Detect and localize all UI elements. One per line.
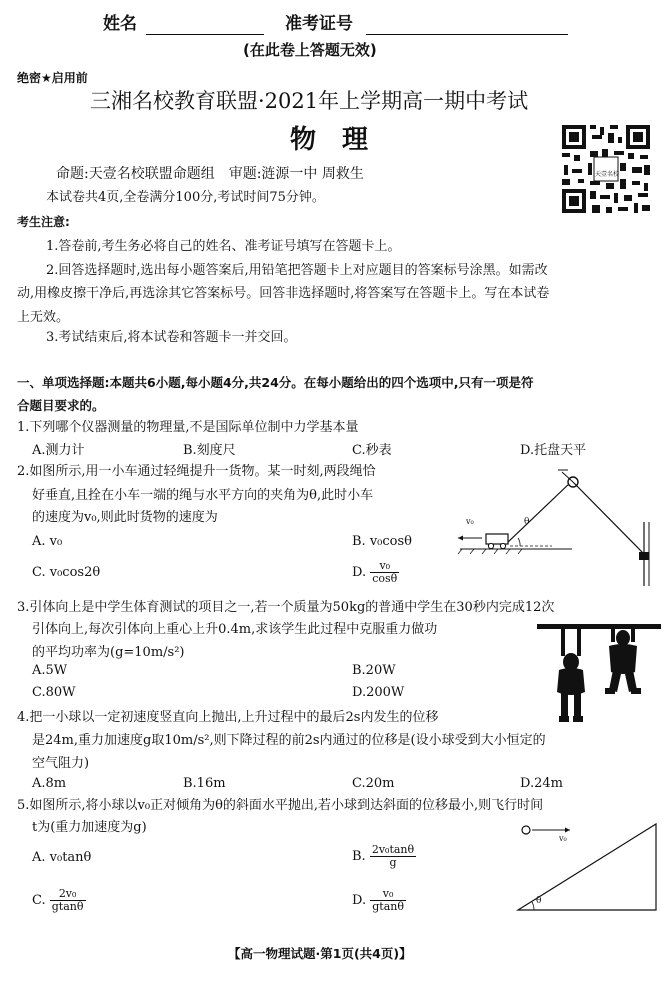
q2-fig-theta-label: θ bbox=[524, 517, 530, 527]
q5-option-c-numerator: 2v₀ bbox=[50, 888, 86, 901]
notice-item-2-line-2: 动,用橡皮擦干净后,再选涂其它答案标号。回答非选择题时,将答案写在答题卡上。写在本试卷 bbox=[17, 286, 550, 301]
q2-option-d-denominator: cosθ bbox=[372, 572, 398, 585]
q5-option-b-denominator: g bbox=[389, 856, 397, 869]
q5-fig-theta-label: θ bbox=[536, 896, 542, 906]
exam-id-label: 准考证号 bbox=[285, 14, 353, 34]
q4-line-2: 是24m,重力加速度g取10m/s²,则下降过程的前2s内通过的位移是(设小球受到大小恒定的 bbox=[32, 733, 546, 748]
q5-option-d-prefix: D. bbox=[352, 893, 367, 908]
q3-option-c: C.80W bbox=[32, 685, 76, 700]
q5-option-c-denominator: gtanθ bbox=[51, 900, 84, 913]
q5-line-2: t为(重力加速度为g) bbox=[32, 820, 147, 835]
qr-code bbox=[560, 123, 652, 215]
q5-option-b-numerator: 2v₀tanθ bbox=[371, 843, 415, 856]
q2-line-2: 好垂直,且拴在小车一端的绳与水平方向的夹角为θ,此时小车 bbox=[32, 488, 374, 503]
q3-option-d: D.200W bbox=[352, 685, 405, 700]
q5-option-b-prefix: B. bbox=[352, 849, 366, 864]
notice-item-2-line-1: 2.回答选择题时,选出每小题答案后,用铅笔把答题卡上对应题目的答案标号涂黑。如需改 bbox=[46, 263, 548, 278]
q2-option-a: A. v₀ bbox=[32, 534, 63, 549]
q4-line-1: 4.把一小球以一定初速度竖直向上抛出,上升过程中的最后2s内发生的位移 bbox=[17, 710, 439, 725]
q5-option-d bbox=[352, 886, 406, 916]
q2-option-d-numerator: v₀ bbox=[370, 560, 399, 573]
name-label: 姓名 bbox=[103, 14, 137, 34]
notice-heading: 考生注意: bbox=[17, 215, 70, 229]
q2-pulley-figure bbox=[452, 462, 662, 600]
q1-option-d: D.托盘天平 bbox=[520, 443, 587, 458]
exam-title: 三湘名校教育联盟·2021年上学期高一期中考试 bbox=[90, 89, 529, 113]
q2-option-b: B. v₀cosθ bbox=[352, 534, 412, 549]
no-answer-note: (在此卷上答题无效) bbox=[243, 41, 377, 59]
q4-option-b: B.16m bbox=[183, 776, 226, 791]
exam-info: 本试卷共4页,全卷满分100分,考试时间75分钟。 bbox=[46, 190, 325, 205]
secret-mark: 绝密★启用前 bbox=[17, 71, 88, 85]
q3-option-a: A.5W bbox=[32, 663, 68, 678]
name-underline bbox=[146, 34, 264, 35]
q2-line-3: 的速度为v₀,则此时货物的速度为 bbox=[32, 510, 218, 525]
section-1-line-1: 一、单项选择题:本题共6小题,每小题4分,共24分。在每小题给出的四个选项中,只有一项是符 bbox=[17, 375, 534, 390]
notice-item-1: 1.答卷前,考生务必将自己的姓名、准考证号填写在答题卡上。 bbox=[46, 239, 401, 254]
page-footer: 【高一物理试题·第1页(共4页)】 bbox=[228, 946, 412, 961]
q5-option-c-prefix: C. bbox=[32, 893, 46, 908]
q5-incline-figure bbox=[512, 818, 662, 914]
q3-line-1: 3.引体向上是中学生体育测试的项目之一,若一个质量为50kg的普通中学生在30秒内完成12次 bbox=[17, 600, 555, 615]
q2-option-d bbox=[352, 558, 399, 588]
q1-option-b: B.刻度尺 bbox=[183, 443, 236, 458]
notice-item-3: 3.考试结束后,将本试卷和答题卡一并交回。 bbox=[46, 330, 297, 345]
qr-label: 天壹名校 bbox=[595, 171, 620, 178]
q5-option-a: A. v₀tanθ bbox=[32, 850, 92, 865]
q2-option-d-prefix: D. bbox=[352, 565, 367, 580]
q5-fig-velocity-label: v₀ bbox=[559, 834, 567, 843]
authors-line: 命题:天壹名校联盟命题组 审题:涟源一中 周救生 bbox=[56, 166, 364, 182]
q4-option-a: A.8m bbox=[32, 776, 67, 791]
q5-option-b bbox=[352, 842, 416, 872]
q1-stem: 1.下列哪个仪器测量的物理量,不是国际单位制中力学基本量 bbox=[17, 420, 359, 435]
subject-title: 物 理 bbox=[290, 125, 369, 155]
exam-id-underline bbox=[366, 34, 568, 35]
q3-line-3: 的平均功率为(g=10m/s²) bbox=[32, 645, 185, 660]
section-1-line-2: 合题目要求的。 bbox=[17, 398, 105, 413]
q2-option-c: C. v₀cos2θ bbox=[32, 565, 101, 580]
q5-option-d-numerator: v₀ bbox=[370, 888, 406, 901]
q2-fig-velocity-label: v₀ bbox=[466, 517, 474, 526]
q3-pullup-figure bbox=[537, 618, 661, 728]
q4-option-c: C.20m bbox=[352, 776, 395, 791]
q4-line-3: 空气阻力) bbox=[32, 756, 90, 771]
q1-option-a: A.测力计 bbox=[32, 443, 85, 458]
q5-option-c bbox=[32, 886, 86, 916]
q5-option-d-denominator: gtanθ bbox=[372, 900, 404, 913]
q3-line-2: 引体向上,每次引体向上重心上升0.4m,求该学生此过程中克服重力做功 bbox=[32, 622, 438, 637]
q1-option-c: C.秒表 bbox=[352, 443, 392, 458]
q5-line-1: 5.如图所示,将小球以v₀正对倾角为θ的斜面水平抛出,若小球到达斜面的位移最小,则飞行时间 bbox=[17, 798, 544, 813]
q2-line-1: 2.如图所示,用一小车通过轻绳提升一货物。某一时刻,两段绳恰 bbox=[17, 464, 376, 479]
q4-option-d: D.24m bbox=[520, 776, 563, 791]
q3-option-b: B.20W bbox=[352, 663, 396, 678]
notice-item-2-line-3: 上无效。 bbox=[17, 310, 70, 325]
